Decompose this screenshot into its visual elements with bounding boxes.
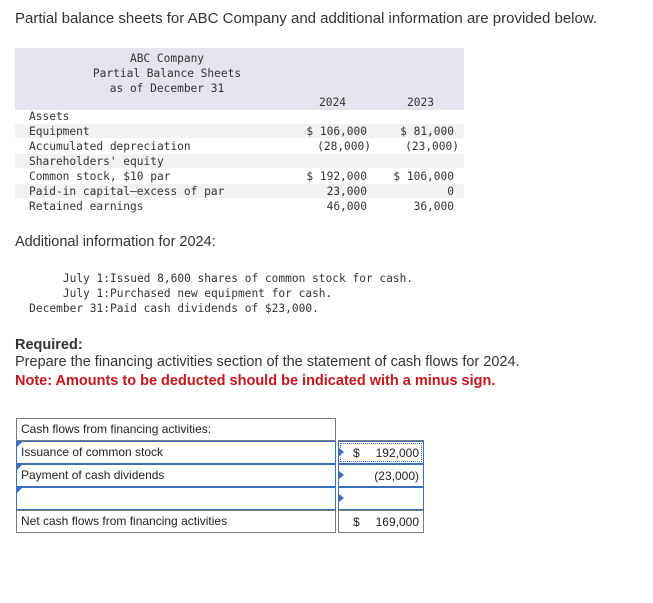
- input-corner-icon: [17, 442, 22, 447]
- value-2023: (23,000): [405, 140, 459, 153]
- net-cash-total: [338, 510, 424, 533]
- amount-input[interactable]: [338, 464, 424, 487]
- amount-value: 192,000: [375, 446, 419, 460]
- dollar-sign: $: [353, 446, 360, 460]
- value-2024: (28,000): [317, 140, 371, 153]
- required-instructions: Prepare the financing activities section of the statement of cash flows for 2024.: [15, 354, 520, 370]
- value-2023: 36,000: [413, 200, 454, 213]
- total-value: 169,000: [375, 515, 419, 529]
- value-2024: 46,000: [326, 200, 367, 213]
- required-heading: Required:: [15, 337, 83, 353]
- event-date: July 1:: [62, 287, 110, 300]
- intro-text: Partial balance sheets for ABC Company and additional information are provided below.: [15, 10, 598, 27]
- amount-value: (23,000): [374, 469, 419, 483]
- year-2023: 2023: [407, 96, 434, 109]
- event-text: Issued 8,600 shares of common stock for cash.: [110, 272, 414, 285]
- row-label: Equipment: [29, 125, 90, 138]
- balance-sheet-date: as of December 31: [109, 82, 225, 95]
- row-label: Accumulated depreciation: [29, 140, 191, 153]
- value-2024: $ 106,000: [306, 125, 367, 138]
- net-cash-label: Net cash flows from financing activities: [16, 510, 336, 533]
- line-item-label: Payment of cash dividends: [21, 468, 165, 482]
- value-2023: $ 81,000: [400, 125, 454, 138]
- additional-info-heading: Additional information for 2024:: [15, 234, 216, 250]
- cash-flows-header: Cash flows from financing activities:: [16, 418, 336, 441]
- value-2024: 23,000: [326, 185, 367, 198]
- line-item-input[interactable]: [16, 441, 336, 464]
- value-2023: 0: [447, 185, 454, 198]
- line-item-input[interactable]: [16, 464, 336, 487]
- row-label: Paid-in capital—excess of par: [29, 185, 225, 198]
- input-marker-icon: [339, 471, 344, 479]
- event-date: July 1:: [62, 272, 110, 285]
- value-2024: $ 192,000: [306, 170, 367, 183]
- input-marker-icon: [339, 494, 344, 502]
- header-amount-spacer: [338, 418, 424, 441]
- balance-sheet-title: Partial Balance Sheets: [92, 67, 242, 80]
- row-label: Retained earnings: [29, 200, 144, 213]
- amount-input[interactable]: [338, 487, 424, 510]
- additional-events: [15, 272, 455, 320]
- balance-sheet-header: [15, 48, 464, 110]
- required-note: Note: Amounts to be deducted should be indicated with a minus sign.: [15, 373, 496, 389]
- event-text: Paid cash dividends of $23,000.: [110, 302, 319, 315]
- balance-sheet-rows: [29, 110, 465, 220]
- event-date: December 31:: [29, 302, 110, 315]
- dollar-sign: $: [353, 515, 360, 529]
- row-label: Assets: [29, 110, 70, 123]
- financing-activities-table: [16, 418, 424, 534]
- event-text: Purchased new equipment for cash.: [110, 287, 333, 300]
- row-label: Shareholders' equity: [29, 155, 164, 168]
- line-item-input[interactable]: [16, 487, 336, 510]
- amount-input[interactable]: [338, 441, 424, 464]
- input-corner-icon: [17, 488, 22, 493]
- input-corner-icon: [17, 465, 22, 470]
- input-marker-icon: [339, 448, 344, 456]
- row-label: Common stock, $10 par: [29, 170, 171, 183]
- year-2024: 2024: [319, 96, 346, 109]
- line-item-label: Issuance of common stock: [21, 445, 164, 459]
- company-name: ABC Company: [129, 52, 205, 65]
- value-2023: $ 106,000: [393, 170, 454, 183]
